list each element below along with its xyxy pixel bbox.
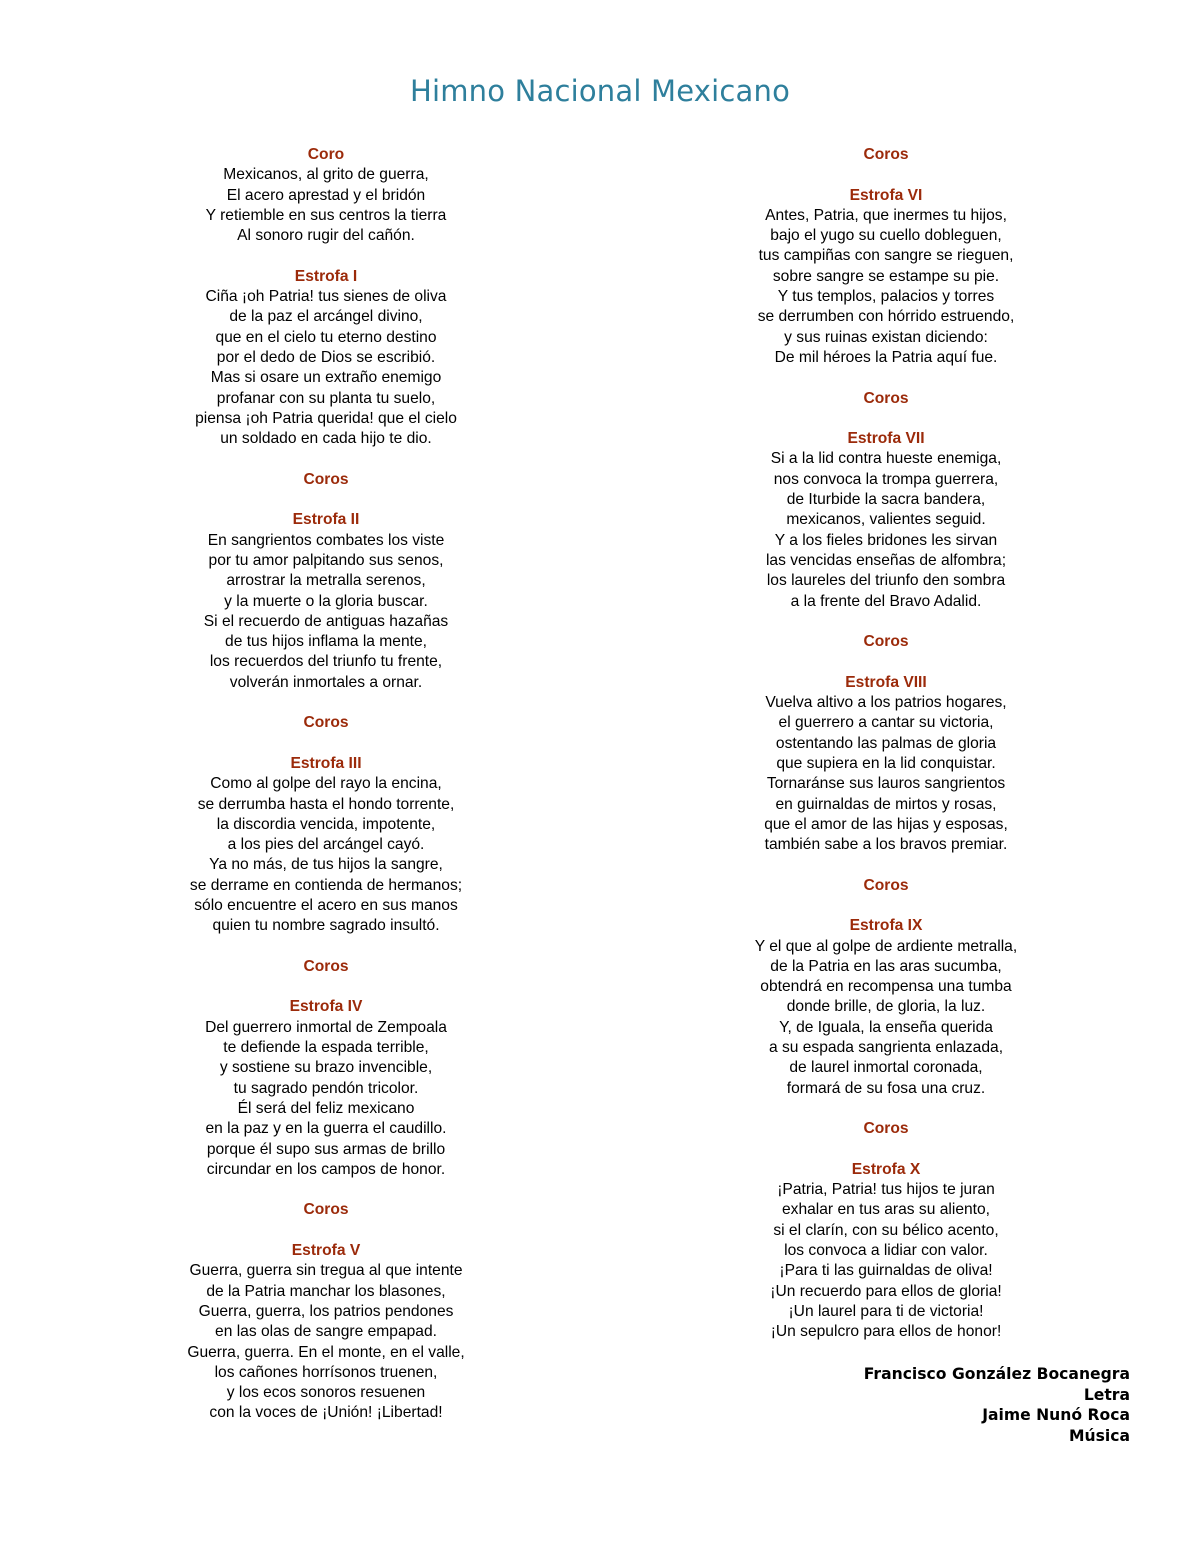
verse-line: que en el cielo tu eterno destino <box>215 328 437 346</box>
verse-line: exhalar en tus aras su aliento, <box>781 1201 991 1219</box>
verse-line: se derrumben con hórrido estruendo, <box>757 308 1015 326</box>
verse-line: Ya no más, de tus hijos la sangre, <box>209 856 443 874</box>
verse-line: Al sonoro rugir del cañón. <box>237 227 415 245</box>
verse-line: los cañones horrísonos truenen, <box>214 1363 438 1381</box>
credits <box>864 1364 1130 1446</box>
verse-line: también sabe a los bravos premiar. <box>764 836 1008 854</box>
stanza-heading: Coros <box>863 876 909 894</box>
verse-line: ¡Un recuerdo para ellos de gloria! <box>770 1282 1002 1300</box>
verse-line: las vencidas enseñas de alfombra; <box>765 551 1007 569</box>
verse-line: formará de su fosa una cruz. <box>786 1079 986 1097</box>
verse-line: Guerra, guerra, los patrios pendones <box>198 1302 454 1320</box>
stanza-heading: Coros <box>303 1201 349 1219</box>
verse-line: ¡Patria, Patria! tus hijos te juran <box>777 1181 995 1199</box>
stanza-heading: Coros <box>863 633 909 651</box>
stanza-heading: Estrofa IV <box>289 998 363 1016</box>
stanza-block <box>690 1119 1082 1139</box>
verse-line: Mexicanos, al grito de guerra, <box>223 166 429 184</box>
stanza-block <box>130 510 522 693</box>
verse-line: los laureles del triunfo den sombra <box>766 572 1006 590</box>
verse-line: Y, de Iguala, la enseña querida <box>779 1018 993 1036</box>
right-column <box>690 145 1082 1343</box>
verse-line: obtendrá en recompensa una tumba <box>760 978 1012 996</box>
verse-line: tu sagrado pendón tricolor. <box>233 1079 419 1097</box>
verse-line: a la frente del Bravo Adalid. <box>790 592 982 610</box>
verse-line: Guerra, guerra sin tregua al que intente <box>189 1262 463 1280</box>
stanza-block <box>130 470 522 490</box>
verse-line: Él será del feliz mexicano <box>237 1099 415 1117</box>
stanza-block <box>690 876 1082 896</box>
stanza-heading: Coros <box>863 146 909 163</box>
verse-line: Y el que al golpe de ardiente metralla, <box>754 937 1018 955</box>
verse-line: nos convoca la trompa guerrera, <box>773 470 999 488</box>
verse-line: Guerra, guerra. En el monte, en el valle, <box>187 1343 465 1361</box>
verse-line: profanar con su planta tu suelo, <box>216 389 436 407</box>
verse-line: de laurel inmortal coronada, <box>789 1059 983 1077</box>
verse-line: Antes, Patria, que inermes tu hijos, <box>765 206 1007 224</box>
verse-line: De mil héroes la Patria aquí fue. <box>774 348 998 366</box>
verse-line: Vuelva altivo a los patrios hogares, <box>765 694 1007 712</box>
stanza-heading: Coros <box>303 957 349 975</box>
verse-line: ¡Un sepulcro para ellos de honor! <box>770 1323 1002 1341</box>
verse-line: ¡Un laurel para ti de victoria! <box>788 1302 984 1320</box>
verse-line: se derrame en contienda de hermanos; <box>189 876 463 894</box>
verse-line: En sangrientos combates los viste <box>207 531 445 549</box>
verse-line: por tu amor palpitando sus senos, <box>208 551 444 569</box>
page-title: Himno Nacional Mexicano <box>409 74 791 108</box>
verse-line: y los ecos sonoros resuenen <box>226 1384 426 1402</box>
stanza-heading: Estrofa I <box>294 267 358 285</box>
verse-line: porque él supo sus armas de brillo <box>206 1140 446 1158</box>
stanza-block <box>130 997 522 1180</box>
stanza-block <box>130 145 522 246</box>
stanza-heading: Coro <box>307 146 345 163</box>
stanza-heading: Estrofa II <box>292 511 360 529</box>
verse-line: de la paz el arcángel divino, <box>229 308 423 326</box>
stanza-heading: Estrofa VI <box>849 186 923 204</box>
stanza-block <box>690 916 1082 1099</box>
stanza-block <box>130 957 522 977</box>
verse-line: tus campiñas con sangre se rieguen, <box>758 247 1014 265</box>
stanza-block <box>690 145 1082 165</box>
verse-line: en guirnaldas de mirtos y rosas, <box>775 795 997 813</box>
verse-line: donde brille, de gloria, la luz. <box>786 998 986 1016</box>
verse-line: por el dedo de Dios se escribió. <box>216 348 436 366</box>
verse-line: quien tu nombre sagrado insultó. <box>212 917 440 935</box>
verse-line: Ciña ¡oh Patria! tus sienes de oliva <box>205 288 447 306</box>
verse-line: El acero aprestad y el bridón <box>226 186 426 204</box>
stanza-block <box>690 389 1082 409</box>
verse-line: y sus ruinas existan diciendo: <box>784 328 988 346</box>
composer-name: Jaime Nunó Roca <box>982 1406 1130 1425</box>
verse-line: volverán inmortales a ornar. <box>229 673 423 691</box>
verse-line: de tus hijos inflama la mente, <box>225 633 427 651</box>
stanza-block <box>130 267 522 450</box>
verse-line: si el clarín, con su bélico acento, <box>773 1221 999 1239</box>
stanza-heading: Estrofa VIII <box>845 673 927 691</box>
stanza-block <box>130 713 522 733</box>
verse-line: piensa ¡oh Patria querida! que el cielo <box>195 409 457 427</box>
verse-line: Tornaránse sus lauros sangrientos <box>766 775 1006 793</box>
left-column <box>130 145 522 1424</box>
verse-line: los convoca a lidiar con valor. <box>784 1242 988 1260</box>
verse-line: arrostrar la metralla serenos, <box>226 572 426 590</box>
verse-line: ostentando las palmas de gloria <box>775 734 997 752</box>
verse-line: ¡Para ti las guirnaldas de oliva! <box>779 1262 993 1280</box>
stanza-heading: Coros <box>303 470 349 488</box>
stanza-block <box>690 632 1082 652</box>
verse-line: Si a la lid contra hueste enemiga, <box>770 450 1002 468</box>
stanza-block <box>690 1160 1082 1343</box>
stanza-block <box>130 754 522 937</box>
verse-line: los recuerdos del triunfo tu frente, <box>209 653 443 671</box>
verse-line: de la Patria en las aras sucumba, <box>770 957 1002 975</box>
verse-line: Y tus templos, palacios y torres <box>777 288 995 306</box>
stanza-block <box>130 1200 522 1220</box>
verse-line: con la voces de ¡Unión! ¡Libertad! <box>209 1404 443 1422</box>
verse-line: a su espada sangrienta enlazada, <box>768 1039 1004 1057</box>
verse-line: Si el recuerdo de antiguas hazañas <box>203 612 449 630</box>
verse-line: te defiende la espada terrible, <box>223 1039 429 1057</box>
composer-role: Música <box>1068 1426 1130 1445</box>
stanza-heading: Coros <box>303 714 349 732</box>
verse-line: Y retiemble en sus centros la tierra <box>205 206 447 224</box>
lyricist-role: Letra <box>1083 1385 1130 1404</box>
stanza-heading: Estrofa III <box>290 754 362 772</box>
verse-line: mexicanos, valientes seguid. <box>786 511 986 529</box>
verse-line: en la paz y en la guerra el caudillo. <box>205 1120 447 1138</box>
verse-line: y sostiene su brazo invencible, <box>219 1059 433 1077</box>
stanza-block <box>690 673 1082 856</box>
verse-line: circundar en los campos de honor. <box>206 1160 446 1178</box>
lyricist-name: Francisco González Bocanegra <box>863 1365 1130 1383</box>
stanza-heading: Coros <box>863 389 909 407</box>
stanza-heading: Coros <box>863 1120 909 1138</box>
verse-line: y la muerte o la gloria buscar. <box>224 592 428 610</box>
verse-line: Mas si osare un extraño enemigo <box>210 369 442 387</box>
verse-line: a los pies del arcángel cayó. <box>227 836 425 854</box>
verse-line: Y a los fieles bridones les sirvan <box>774 531 998 549</box>
verse-line: sobre sangre se estampe su pie. <box>772 267 1000 285</box>
stanza-heading: Estrofa IX <box>849 917 923 935</box>
verse-line: bajo el yugo su cuello dobleguen, <box>770 227 1002 245</box>
verse-line: sólo encuentre el acero en sus manos <box>194 896 458 914</box>
stanza-block <box>690 186 1082 369</box>
stanza-heading: Estrofa VII <box>847 430 925 448</box>
verse-line: en las olas de sangre empapad. <box>215 1323 437 1341</box>
stanza-block <box>130 1241 522 1424</box>
verse-line: que supiera en la lid conquistar. <box>776 754 996 772</box>
verse-line: Como al golpe del rayo la encina, <box>210 775 442 793</box>
verse-line: de la Patria manchar los blasones, <box>206 1282 446 1300</box>
verse-line: que el amor de las hijas y esposas, <box>764 815 1008 833</box>
stanza-heading: Estrofa X <box>851 1160 921 1178</box>
verse-line: Del guerrero inmortal de Zempoala <box>205 1018 447 1036</box>
stanza-heading: Estrofa V <box>291 1242 361 1260</box>
verse-line: la discordia vencida, impotente, <box>216 815 436 833</box>
stanza-block <box>690 429 1082 612</box>
verse-line: de Iturbide la sacra bandera, <box>786 491 986 509</box>
verse-line: un soldado en cada hijo te dio. <box>220 430 432 448</box>
verse-line: se derrumba hasta el hondo torrente, <box>197 795 455 813</box>
verse-line: el guerrero a cantar su victoria, <box>778 714 994 732</box>
